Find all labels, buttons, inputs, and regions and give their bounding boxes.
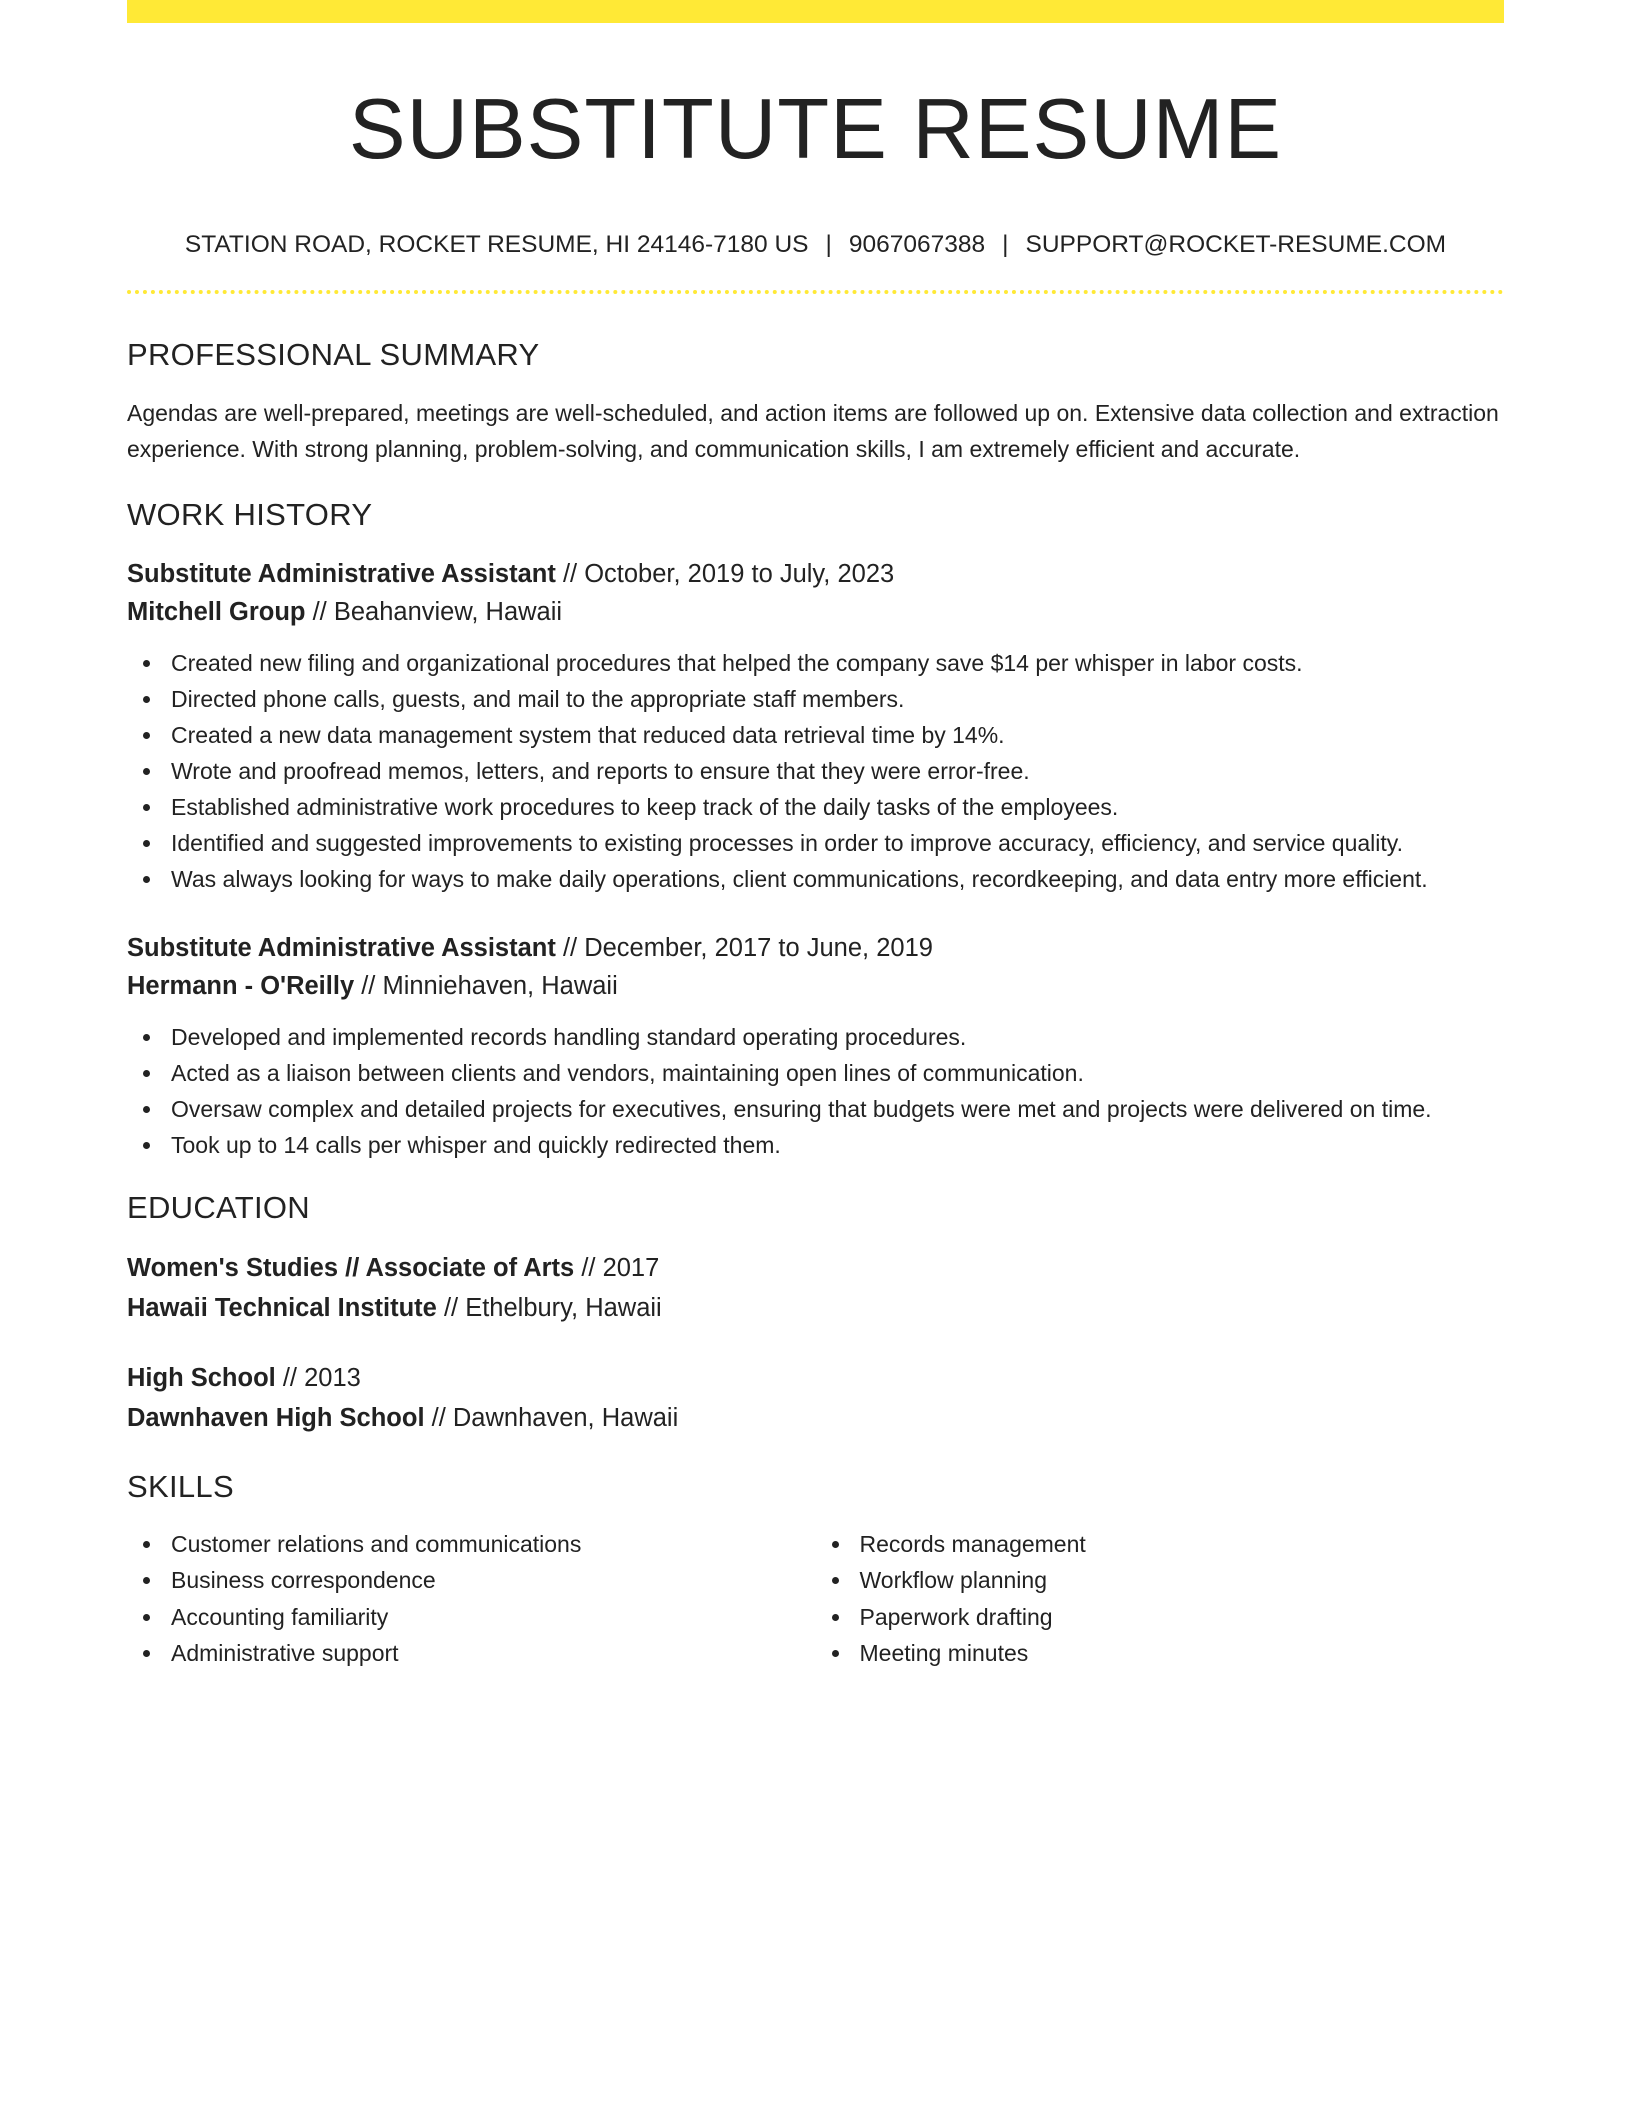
resume-title: SUBSTITUTE RESUME (348, 82, 1283, 177)
bullet-dot (143, 1577, 150, 1584)
contact-phone: 9067067388 (848, 230, 986, 258)
bullet-dot (143, 1106, 150, 1113)
work-history-heading: WORK HISTORY (127, 497, 373, 533)
bullet-dot (143, 768, 150, 775)
bullet-dot (832, 1650, 839, 1657)
education-school: Hawaii Technical Institute (127, 1294, 437, 1323)
job-bullet (171, 681, 1504, 717)
job-entry (127, 555, 1504, 897)
contact-line (127, 230, 1504, 259)
education-degree: High School (127, 1364, 276, 1393)
job-role-line (127, 929, 1504, 967)
education-year: // 2013 (275, 1364, 361, 1393)
job-role-line (127, 555, 1504, 593)
job-dates: // October, 2019 to July, 2023 (555, 560, 895, 589)
education-entry (127, 1248, 1504, 1328)
bullet-text: Created a new data management system that reduced data retrieval time by 14%. (171, 722, 1005, 749)
bullet-dot (143, 1142, 150, 1149)
resume-page (127, 0, 1504, 1672)
skills-grid (127, 1526, 1504, 1672)
dotted-divider (127, 290, 1504, 294)
job-bullet (171, 1055, 1504, 1091)
job-dates: // December, 2017 to June, 2019 (555, 934, 933, 963)
contact-email: SUPPORT@ROCKET-RESUME.COM (1025, 230, 1447, 258)
education-location: // Dawnhaven, Hawaii (424, 1404, 679, 1433)
bullet-dot (832, 1614, 839, 1621)
bullet-text: Directed phone calls, guests, and mail to the appropriate staff members. (171, 686, 905, 713)
skills-heading: SKILLS (127, 1469, 234, 1505)
skills-column-left (127, 1526, 816, 1672)
education-school-line (127, 1398, 1504, 1438)
skill-item (171, 1562, 816, 1599)
skill-item (171, 1599, 816, 1636)
education-location: // Ethelbury, Hawaii (436, 1294, 662, 1323)
job-role: Substitute Administrative Assistant (127, 560, 556, 589)
bullet-text: Acted as a liaison between clients and vendors, maintaining open lines of communication. (171, 1060, 1084, 1087)
bullet-dot (832, 1577, 839, 1584)
job-location: // Minniehaven, Hawaii (354, 972, 618, 1001)
job-bullet (171, 1019, 1504, 1055)
skill-item (171, 1526, 816, 1563)
job-role: Substitute Administrative Assistant (127, 934, 556, 963)
job-bullet (171, 861, 1504, 897)
skill-text: Paperwork drafting (859, 1603, 1053, 1630)
bullet-text: Oversaw complex and detailed projects for executives, ensuring that budgets were met and projects were delivered on time. (171, 1096, 1432, 1123)
skill-item (171, 1635, 816, 1672)
skill-text: Workflow planning (859, 1567, 1048, 1594)
skills-column-right (816, 1526, 1505, 1672)
bullet-dot (143, 732, 150, 739)
skill-item (860, 1599, 1505, 1636)
skill-text: Business correspondence (171, 1567, 436, 1594)
skill-item (860, 1562, 1505, 1599)
education-degree-line (127, 1248, 1504, 1288)
education-degree-line (127, 1358, 1504, 1398)
bullet-dot (143, 1070, 150, 1077)
education-entry (127, 1358, 1504, 1438)
bullet-dot (832, 1541, 839, 1548)
contact-address: STATION ROAD, ROCKET RESUME, HI 24146-7180 US (184, 230, 809, 258)
bullet-text: Was always looking for ways to make daily operations, client communications, recordkeeping, and data entry more efficient. (171, 866, 1428, 893)
bullet-dot (143, 1541, 150, 1548)
job-location: // Beahanview, Hawaii (305, 598, 563, 627)
job-entry (127, 929, 1504, 1163)
skill-text: Meeting minutes (859, 1640, 1029, 1667)
job-bullet (171, 825, 1504, 861)
job-company: Hermann - O'Reilly (127, 972, 355, 1001)
education-heading: EDUCATION (127, 1190, 310, 1226)
bullet-dot (143, 1034, 150, 1041)
bullet-dot (143, 1614, 150, 1621)
job-company-line (127, 593, 1504, 631)
skill-item (860, 1635, 1505, 1672)
bullet-dot (143, 696, 150, 703)
job-bullets (127, 1019, 1504, 1163)
bullet-dot (143, 876, 150, 883)
education-school: Dawnhaven High School (127, 1404, 425, 1433)
job-bullet (171, 645, 1504, 681)
job-bullet (171, 1127, 1504, 1163)
bullet-dot (143, 804, 150, 811)
job-bullet (171, 1091, 1504, 1127)
job-company: Mitchell Group (127, 598, 306, 627)
summary-text: Agendas are well-prepared, meetings are well-scheduled, and action items are followed up on. Extensive data collection and extraction experience. With strong planning, problem-solving, and communication skills, I am extremely efficient and accurate. (127, 400, 1499, 463)
education-school-line (127, 1288, 1504, 1328)
bullet-text: Established administrative work procedures to keep track of the daily tasks of the employees. (171, 794, 1119, 821)
bullet-dot (143, 660, 150, 667)
bullet-text: Created new filing and organizational procedures that helped the company save $14 per whisper in labor costs. (171, 650, 1303, 677)
job-bullet (171, 717, 1504, 753)
skill-item (860, 1526, 1505, 1563)
bullet-dot (143, 1650, 150, 1657)
contact-separator: | (1002, 230, 1009, 258)
summary-heading: PROFESSIONAL SUMMARY (127, 336, 540, 372)
bullet-text: Wrote and proofread memos, letters, and reports to ensure that they were error-free. (171, 758, 1030, 785)
skill-text: Records management (859, 1530, 1086, 1557)
contact-separator: | (825, 230, 832, 258)
bullet-text: Took up to 14 calls per whisper and quickly redirected them. (171, 1132, 781, 1159)
job-bullets (127, 645, 1504, 897)
education-year: // 2017 (574, 1254, 660, 1283)
skill-text: Administrative support (171, 1640, 399, 1667)
job-bullet (171, 753, 1504, 789)
education-degree: Women's Studies // Associate of Arts (127, 1254, 575, 1283)
accent-bar (127, 0, 1504, 23)
bullet-dot (143, 840, 150, 847)
bullet-text: Developed and implemented records handling standard operating procedures. (171, 1024, 967, 1051)
skill-text: Accounting familiarity (171, 1603, 389, 1630)
job-bullet (171, 789, 1504, 825)
bullet-text: Identified and suggested improvements to existing processes in order to improve accuracy, efficiency, and service quality. (171, 830, 1403, 857)
skill-text: Customer relations and communications (171, 1530, 582, 1557)
job-company-line (127, 967, 1504, 1005)
